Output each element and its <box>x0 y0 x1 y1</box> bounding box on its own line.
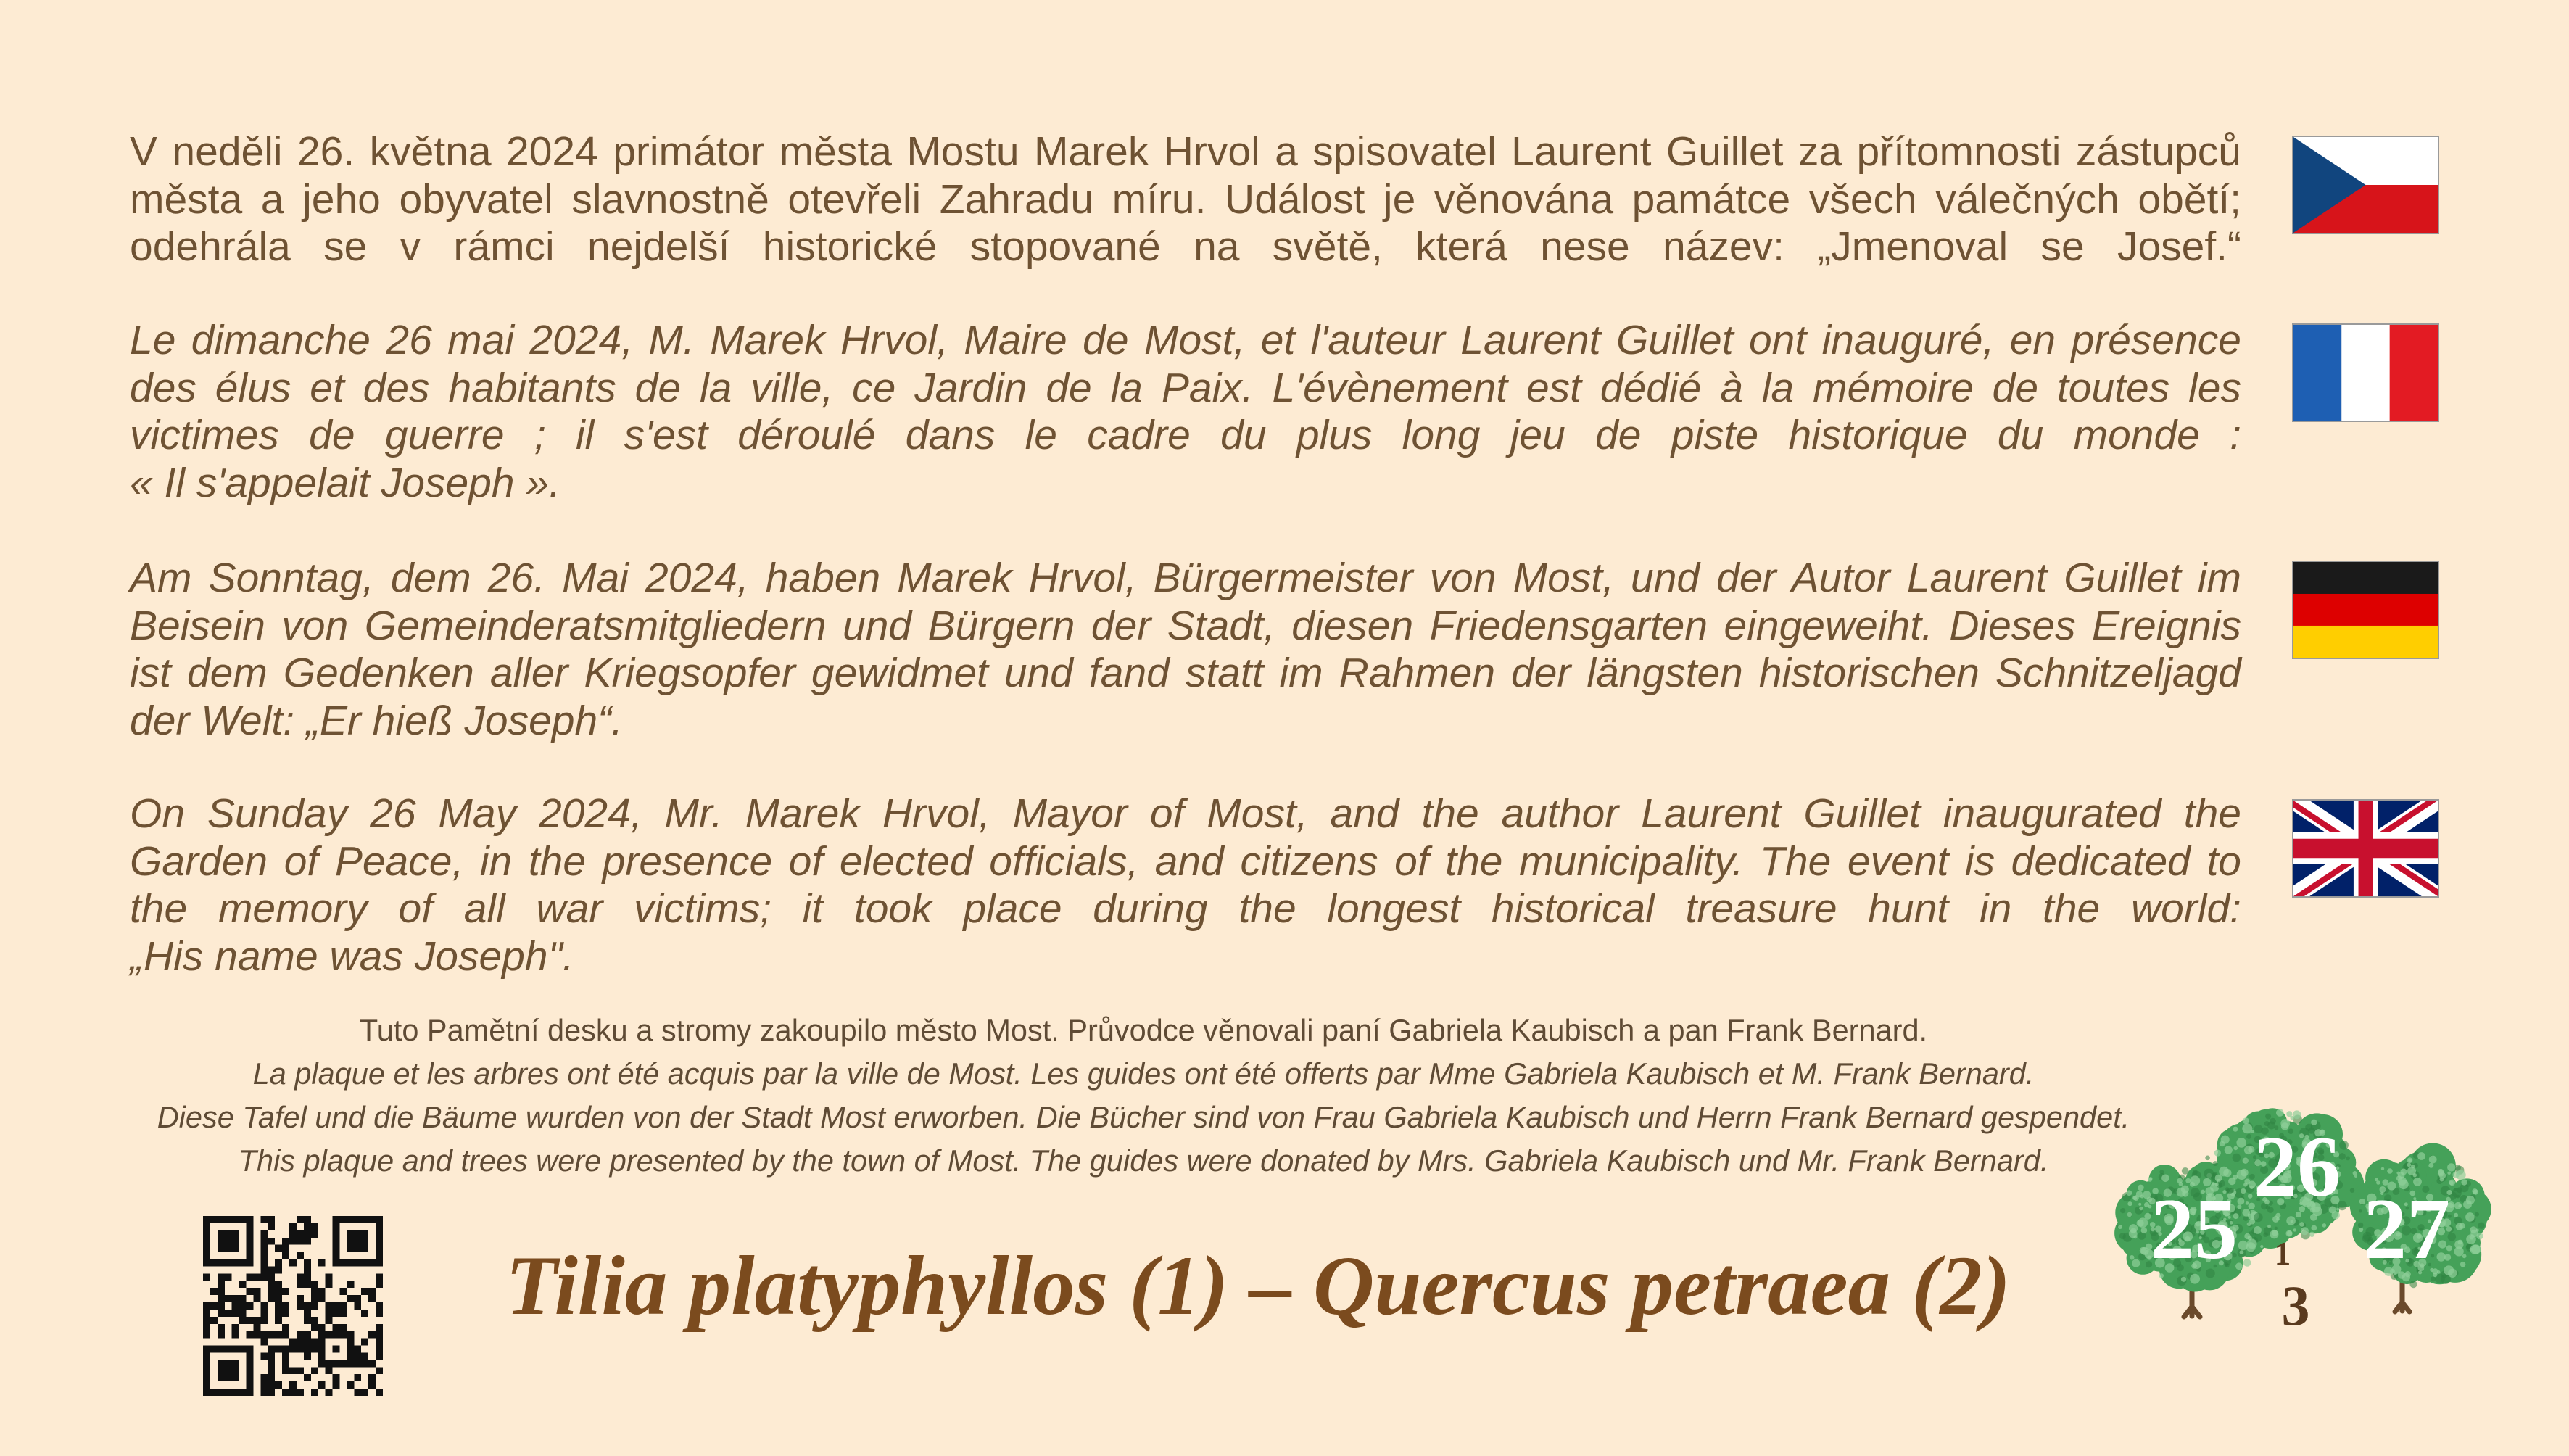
tree-canopy-highlight <box>2138 1185 2144 1191</box>
tree-canopy-shade <box>2350 1188 2354 1193</box>
tree-canopy-highlight <box>2472 1188 2477 1194</box>
tree-small-number-3: 3 <box>2281 1274 2310 1334</box>
tree-canopy-highlight <box>2233 1127 2238 1132</box>
german-paragraph-line: ist dem Gedenken aller Kriegsopfer gewidmet und fand statt im Rahmen der längsten historischen Schnitzeljagd <box>130 650 2241 696</box>
tree-canopy-highlight <box>2241 1188 2246 1194</box>
tree-canopy-highlight <box>2137 1220 2144 1227</box>
tree-canopy-highlight <box>2354 1175 2357 1178</box>
tree-canopy-highlight <box>2130 1255 2135 1260</box>
tree-canopy-highlight <box>2456 1223 2463 1230</box>
tree-canopy-highlight <box>2460 1262 2466 1267</box>
czech-paragraph-line: města a jeho obyvatel slavnostně otevřeli Zahradu míru. Událost je věnována památce všech válečných obětí; <box>130 175 2241 223</box>
tree-canopy-highlight <box>2311 1225 2317 1231</box>
tree-canopy-shade <box>2475 1212 2479 1217</box>
tree-canopy-shade <box>2246 1134 2251 1139</box>
tree-canopy-highlight <box>2470 1235 2474 1239</box>
german-flag-icon <box>2292 561 2439 659</box>
french-paragraph-line: victimes de guerre ; il s'est déroulé dans le cadre du plus long jeu de piste historique du monde : <box>130 412 2241 458</box>
tree-canopy-shade <box>2431 1276 2436 1281</box>
tree-canopy-highlight <box>2214 1150 2221 1157</box>
tree-canopy-highlight <box>2470 1244 2481 1254</box>
tree-canopy-highlight <box>2244 1233 2250 1239</box>
tree-canopy-shade <box>2454 1188 2457 1191</box>
tree-canopy-highlight <box>2447 1163 2455 1171</box>
tree-canopy-highlight <box>2458 1204 2462 1208</box>
tree-canopy-shade <box>2346 1157 2350 1161</box>
tree-canopy-highlight <box>2243 1158 2249 1164</box>
french-paragraph <box>130 317 2241 507</box>
tree-canopy-highlight <box>2133 1195 2139 1201</box>
french-paragraph-line: « Il s'appelait Joseph ». <box>130 459 560 506</box>
tree-canopy-shade <box>2120 1208 2125 1213</box>
tree-canopy-highlight <box>2428 1163 2433 1168</box>
tree-canopy-highlight <box>2260 1245 2263 1248</box>
tree-canopy-highlight <box>2286 1111 2292 1117</box>
tree-canopy-highlight <box>2139 1207 2143 1210</box>
tree-canopy-shade <box>2205 1156 2210 1161</box>
tree-canopy-highlight <box>2286 1216 2296 1225</box>
german-paragraph-line: Am Sonntag, dem 26. Mai 2024, haben Marek Hrvol, Bürgermeister von Most, und der Autor Laurent Guillet im <box>130 555 2241 601</box>
tree-canopy-highlight <box>2476 1233 2483 1239</box>
czech-paragraph-line: V neděli 26. května 2024 primátor města Mostu Marek Hrvol a spisovatel Laurent Guillet za přítomnosti zástupců <box>130 128 2241 175</box>
czech-paragraph-line: odehrála se v rámci nejdelší historické stopované na světě, která nese název: „Jmenoval se Josef.“ <box>130 223 2241 270</box>
tree-canopy-highlight <box>2454 1246 2464 1256</box>
tree-canopy-highlight <box>2236 1138 2246 1148</box>
tree-canopy-highlight <box>2381 1167 2384 1170</box>
credit-line: La plaque et les arbres ont été acquis par la ville de Most. Les guides ont été offerts par Mme Gabriela Kaubisch et M. Frank Bernard. <box>252 1056 2035 1091</box>
tree-canopy-highlight <box>2322 1223 2327 1228</box>
tree-canopy-highlight <box>2400 1169 2407 1175</box>
tree-canopy-shade <box>2359 1209 2362 1212</box>
tree-canopy-highlight <box>2408 1159 2412 1162</box>
tree-canopy-highlight <box>2221 1136 2230 1144</box>
tree-small-number-1: 1 <box>2274 1236 2291 1272</box>
tree-canopy-highlight <box>2248 1194 2253 1199</box>
english-paragraph-line: „His name was Joseph". <box>130 932 574 980</box>
tree-canopy-highlight <box>2387 1168 2393 1174</box>
tree-canopy-highlight <box>2244 1146 2253 1155</box>
tree-canopy-highlight <box>2309 1232 2314 1237</box>
german-paragraph <box>130 555 2241 745</box>
tree-canopy-highlight <box>2219 1167 2229 1177</box>
czech-paragraph <box>130 128 2241 271</box>
tree-canopy-highlight <box>2234 1146 2238 1151</box>
english-paragraph-line: the memory of all war victims; it took place during the longest historical treasure hunt in the world: <box>130 885 2241 932</box>
credit-line: Diese Tafel und die Bäume wurden von der Stadt Most erworben. Die Bücher sind von Frau Gabriela Kaubisch und Herrn Frank Bernard gespendet. <box>157 1100 2130 1134</box>
tree-canopy-highlight <box>2417 1152 2425 1160</box>
tree-canopy-highlight <box>2247 1222 2251 1226</box>
tree-canopy-shade <box>2409 1281 2417 1288</box>
qr-code-modules <box>203 1216 383 1396</box>
czech-flag-icon <box>2292 136 2439 234</box>
tree-canopy-shade <box>2455 1165 2461 1170</box>
tree-canopy-shade <box>2339 1141 2349 1150</box>
tree-canopy-highlight <box>2276 1217 2280 1221</box>
tree-canopy-highlight <box>2181 1277 2186 1282</box>
tree-number-25: 25 <box>2151 1180 2238 1277</box>
qr-code-icon <box>203 1216 383 1396</box>
tree-canopy-highlight <box>2129 1230 2138 1238</box>
tree-canopy-highlight <box>2240 1250 2244 1254</box>
french-paragraph-line: des élus et des habitants de la ville, ce Jardin de la Paix. L'évènement est dédié à la mémoire de toutes les <box>130 364 2241 411</box>
tree-canopy-highlight <box>2476 1229 2479 1232</box>
tree-canopy-shade <box>2193 1170 2198 1175</box>
tree-canopy-highlight <box>2254 1226 2262 1234</box>
tree-canopy-highlight <box>2454 1213 2458 1217</box>
tree-canopy-shade <box>2243 1216 2249 1221</box>
tree-canopy-shade <box>2233 1154 2241 1162</box>
tree-canopy-highlight <box>2140 1247 2147 1254</box>
tree-canopy-highlight <box>2301 1227 2309 1235</box>
tree-canopy-highlight <box>2118 1225 2122 1229</box>
tree-number-27: 27 <box>2363 1180 2450 1277</box>
credits <box>0 1009 2287 1183</box>
tree-canopy-highlight <box>2447 1172 2451 1175</box>
tree-canopy-highlight <box>2247 1238 2257 1249</box>
tree-canopy-highlight <box>2465 1212 2475 1222</box>
tree-canopy-highlight <box>2242 1123 2252 1133</box>
french-paragraph-line: Le dimanche 26 mai 2024, M. Marek Hrvol, Maire de Most, et l'auteur Laurent Guillet ont inauguré, en présence <box>130 317 2241 363</box>
tree-canopy-highlight <box>2299 1222 2304 1227</box>
tree-canopy-highlight <box>2243 1117 2249 1124</box>
tree-canopy-highlight <box>2225 1146 2233 1154</box>
tree-canopy-highlight <box>2461 1179 2467 1185</box>
tree-canopy-shade <box>2275 1227 2278 1230</box>
credit-line: Tuto Pamětní desku a stromy zakoupilo město Most. Průvodce věnovali paní Gabriela Kaubisch a pan Frank Bernard. <box>359 1013 1928 1047</box>
tree-canopy-highlight <box>2237 1170 2247 1180</box>
tree-canopy-highlight <box>2246 1201 2249 1205</box>
uk-flag-icon <box>2292 799 2439 898</box>
english-paragraph <box>130 790 2241 980</box>
tree-canopy-highlight <box>2243 1209 2251 1217</box>
tree-canopy-highlight <box>2438 1170 2444 1177</box>
species-title: Tilia platyphyllos (1) – Quercus petraea (2) <box>505 1239 2011 1333</box>
qr-code-graphic <box>203 1216 383 1396</box>
tree-canopy-highlight <box>2132 1259 2140 1267</box>
tree-canopy-highlight <box>2452 1172 2459 1178</box>
tree-canopy-highlight <box>2407 1163 2412 1167</box>
english-paragraph-line: On Sunday 26 May 2024, Mr. Marek Hrvol, Mayor of Most, and the author Laurent Guillet inaugurated the <box>130 790 2241 837</box>
tree-canopy-highlight <box>2310 1214 2317 1221</box>
english-paragraph-line: Garden of Peace, in the presence of elected officials, and citizens of the municipality. The event is dedicated to <box>130 837 2241 885</box>
tree-canopy-highlight <box>2470 1226 2478 1233</box>
tree-canopy-highlight <box>2141 1228 2148 1234</box>
tree-group-icon <box>2088 1095 2502 1334</box>
credit-line: This plaque and trees were presented by the town of Most. The guides were donated by Mrs. Gabriela Kaubisch und Mr. Frank Bernard. <box>238 1143 2049 1178</box>
tree-canopy-shade <box>2213 1161 2218 1166</box>
tree-canopy-shade <box>2182 1167 2189 1175</box>
tree-canopy-highlight <box>2463 1200 2472 1209</box>
tree-canopy-highlight <box>2267 1225 2271 1228</box>
tree-canopy-shade <box>2478 1223 2484 1229</box>
tree-canopy-shade <box>2204 1169 2214 1179</box>
tree-canopy-highlight <box>2462 1254 2467 1258</box>
tree-logo-graphic <box>2088 1095 2502 1334</box>
german-paragraph-line: der Welt: „Er hieß Joseph“. <box>130 697 624 744</box>
tree-canopy-highlight <box>2243 1259 2251 1267</box>
tree-canopy-highlight <box>2276 1109 2284 1117</box>
tree-canopy-highlight <box>2429 1156 2437 1164</box>
tree-number-26: 26 <box>2254 1118 2341 1215</box>
tree-canopy-highlight <box>2127 1201 2132 1206</box>
tree-canopy-highlight <box>2237 1204 2241 1209</box>
tree-canopy-highlight <box>2293 1228 2296 1231</box>
tree-canopy-highlight <box>2138 1203 2141 1206</box>
french-flag-icon <box>2292 323 2439 422</box>
tree-canopy-highlight <box>2127 1190 2132 1196</box>
german-paragraph-line: Beisein von Gemeinderatsmitgliedern und Bürgern der Stadt, diesen Friedensgarten eingeweiht. Dieses Ereignis <box>130 602 2241 649</box>
tree-canopy-highlight <box>2413 1173 2417 1177</box>
tree-canopy-highlight <box>2127 1212 2132 1217</box>
tree-canopy-highlight <box>2237 1198 2244 1205</box>
